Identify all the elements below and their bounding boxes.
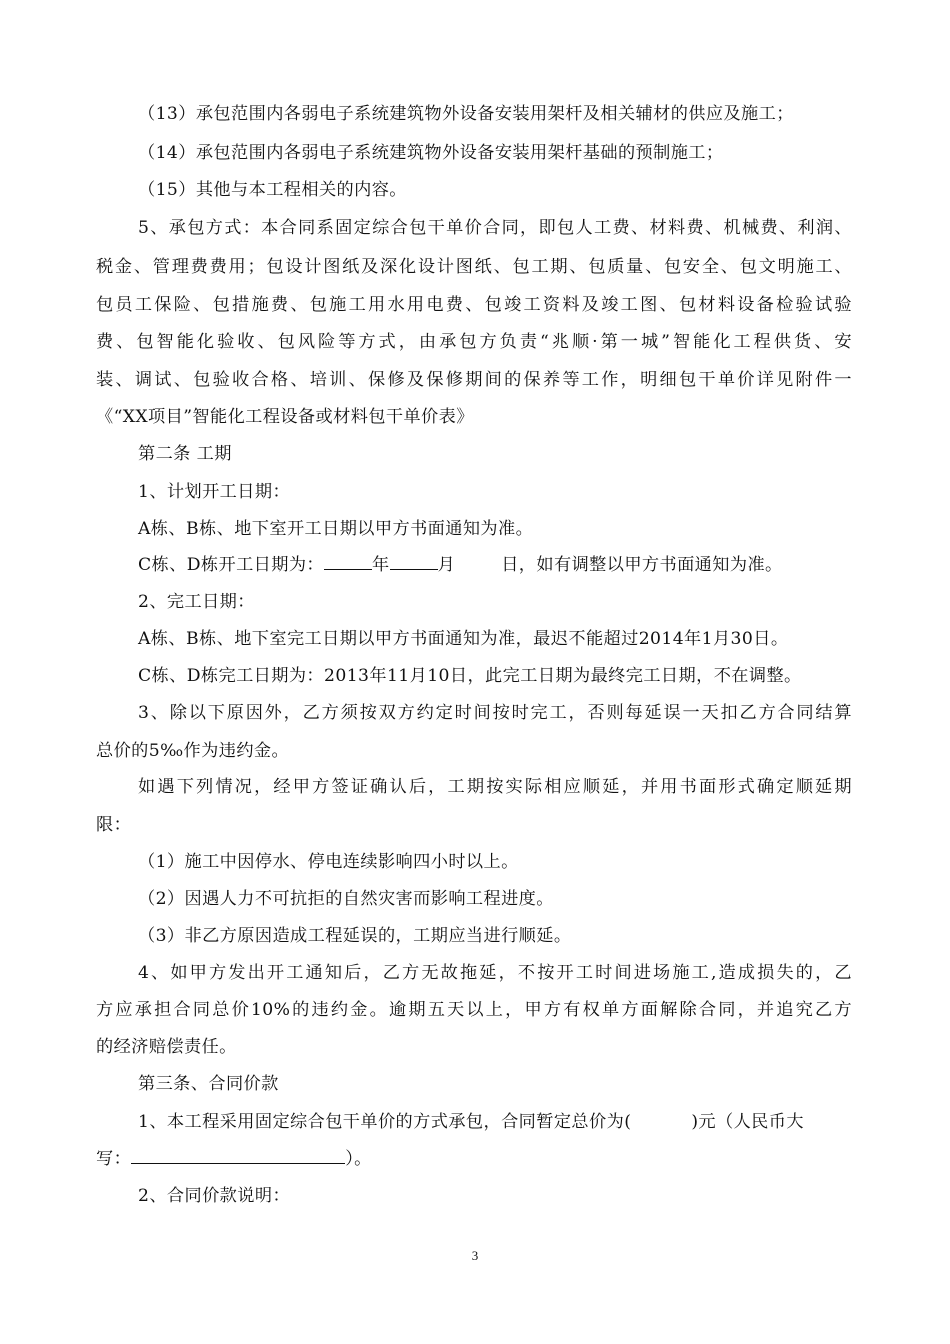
amount-in-words-blank: [131, 1145, 345, 1164]
item-15: （15）其他与本工程相关的内容。: [138, 180, 407, 200]
end-date-a: A栋、B栋、地下室完工日期以甲方书面通知为准，最迟不能超过2014年1月30日。: [138, 629, 789, 649]
condition-3: （3）非乙方原因造成工程延误的，工期应当进行顺延。: [138, 926, 572, 946]
price-line-2-prefix: 写：: [96, 1149, 132, 1169]
clause-5-line-5: 装、调试、包验收合格、培训、保修及保修期间的保养等工作，明细包干单价详见附件一: [96, 370, 852, 390]
start-date-c-prefix: C栋、D栋开工日期为：: [138, 555, 325, 575]
extension-line-2: 限：: [96, 815, 132, 835]
condition-1: （1）施工中因停水、停电连续影响四小时以上。: [138, 852, 519, 872]
item-14: （14）承包范围内各弱电子系统建筑物外设备安装用架杆基础的预制施工；: [138, 143, 724, 163]
page-number: 3: [471, 1248, 479, 1263]
start-date-c-suffix: 日，如有调整以甲方书面通知为准。: [501, 555, 783, 575]
month-label: 月: [437, 555, 456, 575]
clause-5-line-2: 税金、管理费费用；包设计图纸及深化设计图纸、包工期、包质量、包安全、包文明施工、: [96, 257, 852, 277]
price-line-1-prefix: 1、本工程采用固定综合包干单价的方式承包，合同暂定总价为(: [138, 1112, 632, 1132]
extension-line-1: 如遇下列情况，经甲方签证确认后，工期按实际相应顺延，并用书面形式确定顺延期: [138, 777, 852, 797]
clause-3-line-1: 3、除以下原因外，乙方须按双方约定时间按时完工，否则每延误一天扣乙方合同结算: [138, 703, 852, 723]
clause-4-line-1: 4、如甲方发出开工通知后，乙方无故拖延，不按开工时间进场施工,造成损失的，乙: [138, 963, 852, 983]
year-label: 年: [372, 555, 390, 575]
clause-3-line-2: 总价的5‰作为违约金。: [96, 741, 290, 761]
price-notes-heading: 2、合同价款说明：: [138, 1186, 291, 1206]
price-line-2-suffix: ）。: [345, 1149, 372, 1169]
clause-5-line-3: 包员工保险、包措施费、包施工用水用电费、包竣工资料及竣工图、包材料设备检验试验: [96, 295, 852, 315]
clause-5-line-6: 《“XX项目”智能化工程设备或材料包干单价表》: [96, 407, 474, 427]
month-blank: [390, 551, 438, 570]
start-date-heading: 1、计划开工日期：: [138, 482, 291, 502]
end-date-c: C栋、D栋完工日期为：2013年11月10日，此完工日期为最终完工日期，不在调整。: [138, 666, 802, 686]
clause-5-line-4: 费、包智能化验收、包风险等方式，由承包方负责“兆顺·第一城”智能化工程供货、安: [96, 332, 852, 352]
item-13: （13）承包范围内各弱电子系统建筑物外设备安装用架杆及相关辅材的供应及施工；: [138, 104, 794, 124]
price-line-2: [96, 1143, 372, 1175]
article-3-heading: 第三条、合同价款: [138, 1074, 279, 1094]
start-date-c: [138, 549, 783, 581]
clause-4-line-2: 方应承担合同总价10%的违约金。逾期五天以上，甲方有权单方面解除合同，并追究乙方: [96, 1000, 852, 1020]
year-blank: [324, 551, 372, 570]
article-2-heading: 第二条 工期: [138, 444, 232, 464]
price-line-1-suffix: )元（人民币大: [691, 1112, 804, 1132]
start-date-a: A栋、B栋、地下室开工日期以甲方书面通知为准。: [138, 519, 534, 539]
clause-4-line-3: 的经济赔偿责任。: [96, 1037, 237, 1057]
clause-5-line-1: 5、承包方式：本合同系固定综合包干单价合同，即包人工费、材料费、机械费、利润、: [138, 218, 852, 238]
condition-2: （2）因遇人力不可抗拒的自然灾害而影响工程进度。: [138, 889, 554, 909]
price-line-1: [138, 1106, 804, 1138]
end-date-heading: 2、完工日期：: [138, 592, 255, 612]
